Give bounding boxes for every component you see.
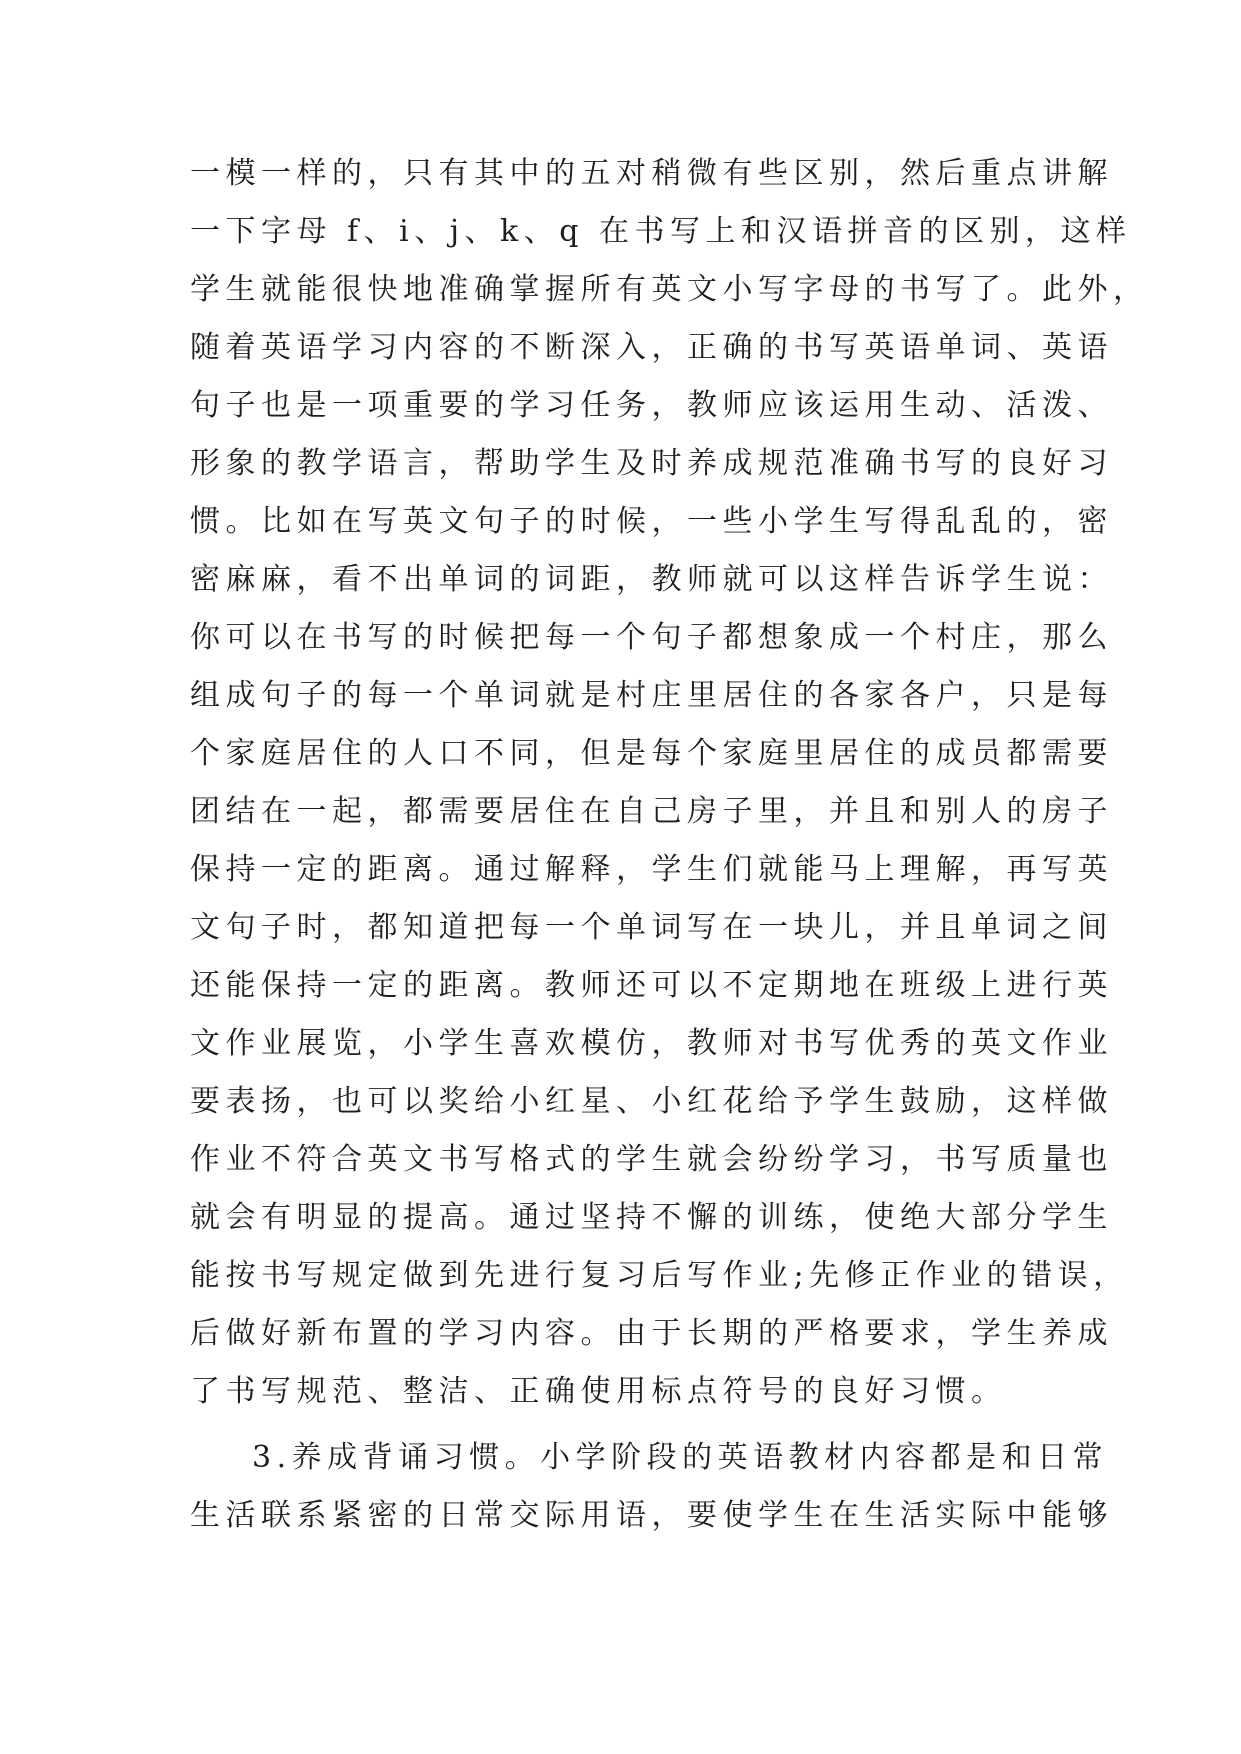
text-line: 形象的教学语言，帮助学生及时养成规范准确书写的良好习 bbox=[190, 446, 1113, 481]
text-line: 个家庭居住的人口不同，但是每个家庭里居住的成员都需要 bbox=[190, 736, 1113, 771]
text-line: 作业不符合英文书写格式的学生就会纷纷学习，书写质量也 bbox=[190, 1142, 1113, 1177]
text-line: 后做好新布置的学习内容。由于长期的严格要求，学生养成 bbox=[190, 1316, 1113, 1351]
text-line: 惯。比如在写英文句子的时候，一些小学生写得乱乱的，密 bbox=[190, 504, 1113, 539]
text-line: 你可以在书写的时候把每一个句子都想象成一个村庄，那么 bbox=[190, 620, 1113, 655]
text-line: 团结在一起，都需要居住在自己房子里，并且和别人的房子 bbox=[190, 794, 1113, 829]
text-line: 生活联系紧密的日常交际用语，要使学生在生活实际中能够 bbox=[190, 1498, 1113, 1533]
text-line: 要表扬，也可以奖给小红星、小红花给予学生鼓励，这样做 bbox=[190, 1084, 1113, 1119]
text-line: 句子也是一项重要的学习任务，教师应该运用生动、活泼、 bbox=[190, 388, 1113, 423]
text-line: 文作业展览，小学生喜欢模仿，教师对书写优秀的英文作业 bbox=[190, 1026, 1113, 1061]
text-line: 一模一样的，只有其中的五对稍微有些区别，然后重点讲解 bbox=[190, 156, 1113, 191]
text-line: 能按书写规定做到先进行复习后写作业;先修正作业的错误， bbox=[190, 1258, 1129, 1293]
text-line: 还能保持一定的距离。教师还可以不定期地在班级上进行英 bbox=[190, 968, 1113, 1003]
text-line: 3.养成背诵习惯。小学阶段的英语教材内容都是和日常 bbox=[252, 1440, 1109, 1475]
document-page bbox=[190, 145, 1149, 1545]
paragraph-2 bbox=[190, 1429, 1113, 1545]
text-line: 组成句子的每一个单词就是村庄里居住的各家各户，只是每 bbox=[190, 678, 1113, 713]
text-line: 密麻麻，看不出单词的词距，教师就可以这样告诉学生说： bbox=[190, 562, 1113, 597]
text-line: 就会有明显的提高。通过坚持不懈的训练，使绝大部分学生 bbox=[190, 1200, 1113, 1235]
text-line: 一下字母 f、i、j、k、q 在书写上和汉语拼音的区别，这样 bbox=[190, 214, 1132, 249]
text-line: 随着英语学习内容的不断深入，正确的书写英语单词、英语 bbox=[190, 330, 1113, 365]
text-line: 学生就能很快地准确掌握所有英文小写字母的书写了。此外， bbox=[190, 272, 1149, 307]
paragraph-gap bbox=[190, 1421, 1080, 1429]
text-line: 文句子时，都知道把每一个单词写在一块儿，并且单词之间 bbox=[190, 910, 1113, 945]
text-line: 了书写规范、整洁、正确使用标点符号的良好习惯。 bbox=[190, 1374, 1007, 1409]
text-line: 保持一定的距离。通过解释，学生们就能马上理解，再写英 bbox=[190, 852, 1113, 887]
paragraph-1 bbox=[190, 145, 1149, 1421]
